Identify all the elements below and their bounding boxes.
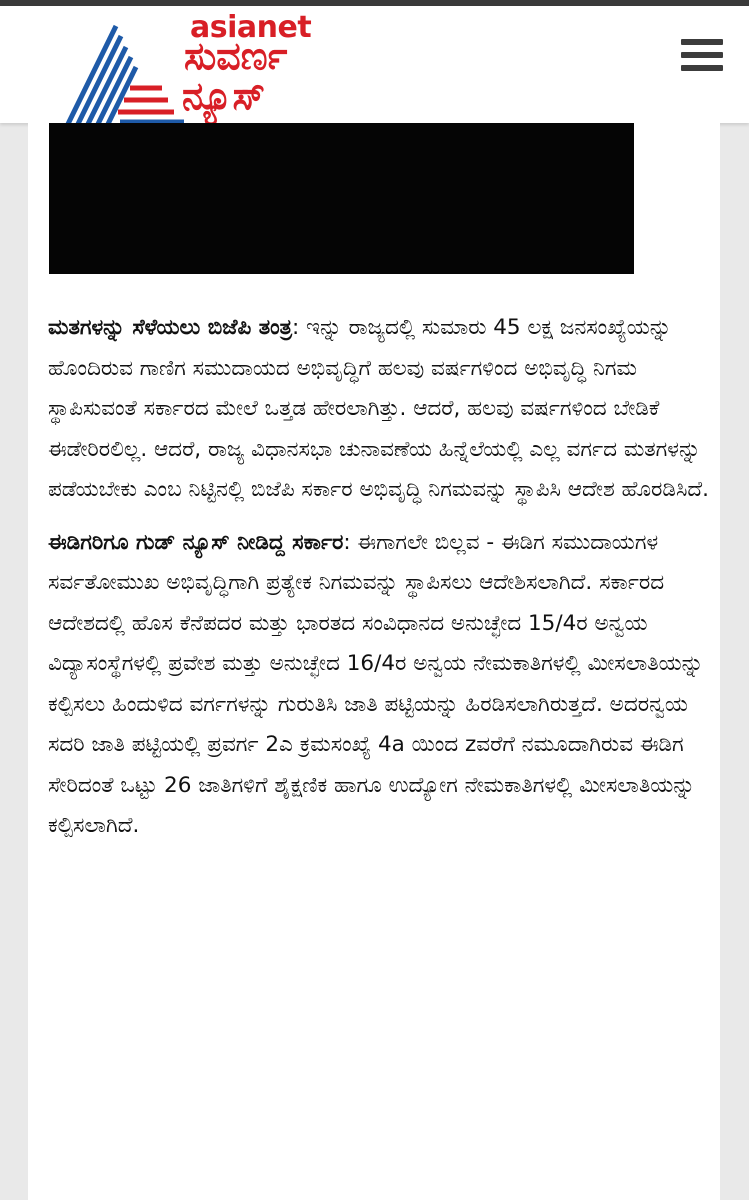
logo-text-suvarna: ಸುವರ್ಣ — [184, 34, 288, 78]
article-paragraph — [48, 523, 716, 847]
paragraph-heading: ಈಡಿಗರಿಗೂ ಗುಡ್ ನ್ಯೂಸ್ ನೀಡಿದ್ದ ಸರ್ಕಾರ — [48, 529, 344, 555]
logo-text-news: ನ್ಯೂಸ್ — [182, 74, 266, 118]
menu-bar — [681, 52, 723, 58]
site-header — [0, 6, 749, 123]
logo-triangle-icon — [64, 20, 188, 124]
logo-text-asianet: asianet — [190, 10, 312, 45]
paragraph-text: : ಇನ್ನು ರಾಜ್ಯದಲ್ಲಿ ಸುಮಾರು 45 ಲಕ್ಷ ಜನಸಂಖ್ಯೆಯನ್ನು ಹೊಂದಿರುವ ಗಾಣಿಗ ಸಮುದಾಯದ ಅಭಿವೃದ್ಧಿಗೆ ಹಲವು ವರ್ಷಗಳಿಂದ ಅಭಿವೃದ್ಧಿ ನಿಗಮ ಸ್ಥಾಪಿಸುವಂತೆ ಸರ್ಕಾರದ ಮೇಲೆ ಒತ್ತಡ ಹೇರಲಾಗಿತ್ತು. ಆದರೆ, ಹಲವು ವರ್ಷಗಳಿಂದ ಬೇಡಿಕೆ ಈಡೇರಿರಲಿಲ್ಲ. ಆದರೆ, ರಾಜ್ಯ ವಿಧಾನಸಭಾ ಚುನಾವಣೆಯ ಹಿನ್ನೆಲೆಯಲ್ಲಿ ಎಲ್ಲ ವರ್ಗದ ಮತಗಳನ್ನು ಪಡೆಯಬೇಕು ಎಂಬ ನಿಟ್ಟಿನಲ್ಲಿ ಬಿಜೆಪಿ ಸರ್ಕಾರ ಅಭಿವೃದ್ಧಿ ನಿಗಮವನ್ನು ಸ್ಥಾಪಿಸಿ ಆದೇಶ ಹೊರಡಿಸಿದೆ. — [48, 315, 709, 502]
site-logo[interactable] — [64, 12, 344, 124]
article-paragraph — [48, 308, 716, 511]
menu-bar — [681, 65, 723, 71]
article-card — [28, 123, 720, 1200]
paragraph-text: : ಈಗಾಗಲೇ ಬಿಲ್ಲವ - ಈಡಿಗ ಸಮುದಾಯಗಳ ಸರ್ವತೋಮುಖ ಅಭಿವೃದ್ಧಿಗಾಗಿ ಪ್ರತ್ಯೇಕ ನಿಗಮವನ್ನು ಸ್ಥಾಪಿಸಲು ಆದೇಶಿಸಲಾಗಿದೆ. ಸರ್ಕಾರದ ಆದೇಶದಲ್ಲಿ ಹೊಸ ಕೆನೆಪದರ ಮತ್ತು ಭಾರತದ ಸಂವಿಧಾನದ ಅನುಚ್ಛೇದ 15/4ರ ಅನ್ವಯ ವಿದ್ಯಾಸಂಸ್ಥೆಗಳಲ್ಲಿ ಪ್ರವೇಶ ಮತ್ತು ಅನುಚ್ಛೇದ 16/4ರ ಅನ್ವಯ ನೇಮಕಾತಿಗಳಲ್ಲಿ ಮೀಸಲಾತಿಯನ್ನು ಕಲ್ಪಿಸಲು ಹಿಂದುಳಿದ ವರ್ಗಗಳನ್ನು ಗುರುತಿಸಿ ಜಾತಿ ಪಟ್ಟಿಯನ್ನು ಹಿರಡಿಸಲಾಗಿರುತ್ತದೆ. ಅದರನ್ವಯ ಸದರಿ ಜಾತಿ ಪಟ್ಟಿಯಲ್ಲಿ ಪ್ರವರ್ಗ 2ಎ ಕ್ರಮಸಂಖ್ಯೆ 4a ಯಿಂದ zವರೆಗೆ ನಮೂದಾಗಿರುವ ಈಡಿಗ ಸೇರಿದಂತೆ ಒಟ್ಟು 26 ಜಾತಿಗಳಿಗೆ ಶೈಕ್ಷಣಿಕ ಹಾಗೂ ಉದ್ಯೋಗ ನೇಮಕಾತಿಗಳಲ್ಲಿ ಮೀಸಲಾತಿಯನ್ನು ಕಲ್ಪಿಸಲಾಗಿದೆ. — [48, 529, 704, 838]
paragraph-heading: ಮತಗಳನ್ನು ಸೆಳೆಯಲು ಬಿಜೆಪಿ ತಂತ್ರ — [48, 315, 292, 340]
article-body — [48, 308, 716, 859]
hamburger-menu-icon[interactable] — [681, 39, 723, 77]
embedded-media-placeholder[interactable] — [49, 123, 634, 274]
menu-bar — [681, 39, 723, 45]
